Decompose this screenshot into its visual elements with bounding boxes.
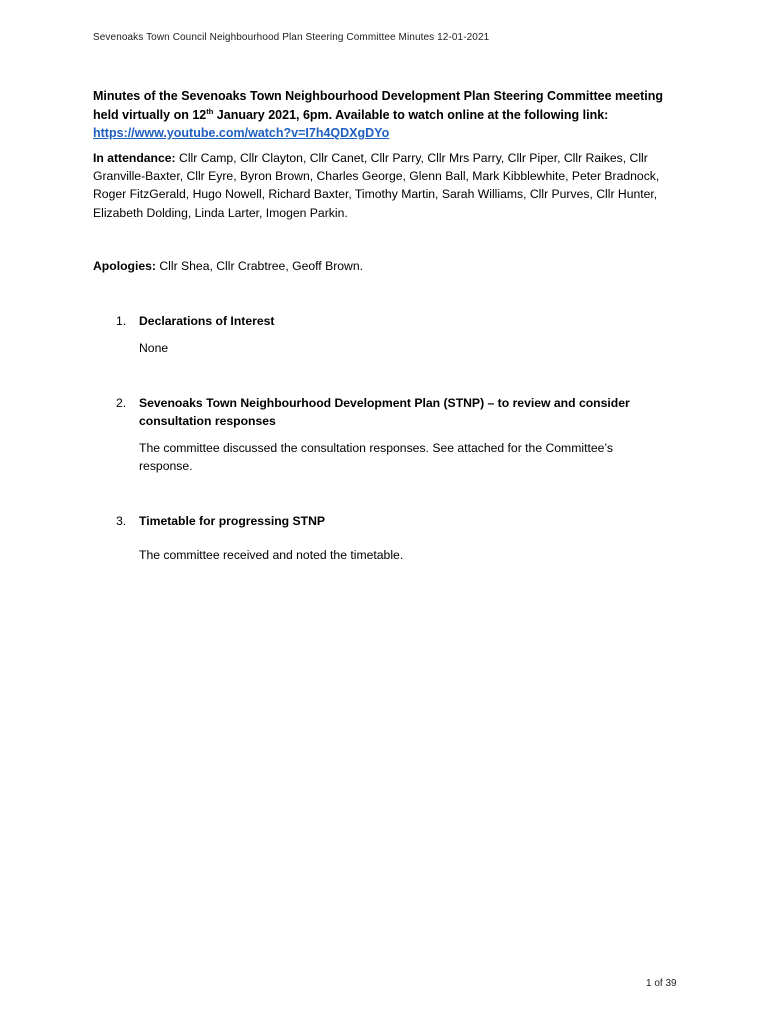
running-header: Sevenoaks Town Council Neighbourhood Plan Steering Committee Minutes 12-01-2021 — [93, 32, 490, 43]
apologies-list: Cllr Shea, Cllr Crabtree, Geoff Brown. — [155, 259, 364, 273]
agenda-item-body: The committee discussed the consultation responses. See attached for the Committee’s response. — [139, 441, 613, 473]
apologies-paragraph — [93, 257, 683, 275]
agenda-item-number: 3. — [116, 514, 127, 528]
agenda-item-body: None — [139, 341, 169, 355]
title-line-2-end: January 2021, 6pm. Available to watch online at the following link: — [213, 107, 609, 122]
agenda-item-number: 1. — [116, 314, 127, 328]
attendance-label: In attendance: — [93, 151, 176, 165]
agenda-item-heading: Timetable for progressing STNP — [139, 514, 326, 528]
title-line-2-start: held virtually on 12 — [93, 107, 207, 122]
page-number: 1 of 39 — [646, 978, 677, 989]
youtube-link[interactable]: https://www.youtube.com/watch?v=I7h4QDXgDYo — [93, 126, 390, 140]
agenda-item-body: The committee received and noted the timetable. — [139, 548, 404, 562]
attendance-list: Cllr Camp, Cllr Clayton, Cllr Canet, Cllr Parry, Cllr Mrs Parry, Cllr Piper, Cllr Raikes, Cllr Granville-Baxter, Cllr Eyre, Byron Brown, Charles George, Glenn Ball, Mark Kibblewhite, Peter Bradnock, Roger FitzGerald, Hugo Nowell, Richard Baxter, Timothy Martin, Sarah Williams, Cllr Purves, Cllr Hunter, Elizabeth Dolding, Linda Larter, Imogen Parkin. — [93, 151, 660, 220]
attendance-paragraph — [93, 149, 683, 222]
agenda-item-number: 2. — [116, 396, 127, 410]
apologies-label: Apologies: — [93, 259, 156, 273]
title-line-1: Minutes of the Sevenoaks Town Neighbourhood Development Plan Steering Committee meeting — [93, 89, 663, 103]
agenda-item-heading: Declarations of Interest — [139, 314, 275, 328]
agenda-item-heading: Sevenoaks Town Neighbourhood Development Plan (STNP) – to review and consider consultation responses — [139, 396, 630, 428]
document-title — [93, 87, 683, 143]
title-date-superscript: th — [206, 106, 214, 116]
